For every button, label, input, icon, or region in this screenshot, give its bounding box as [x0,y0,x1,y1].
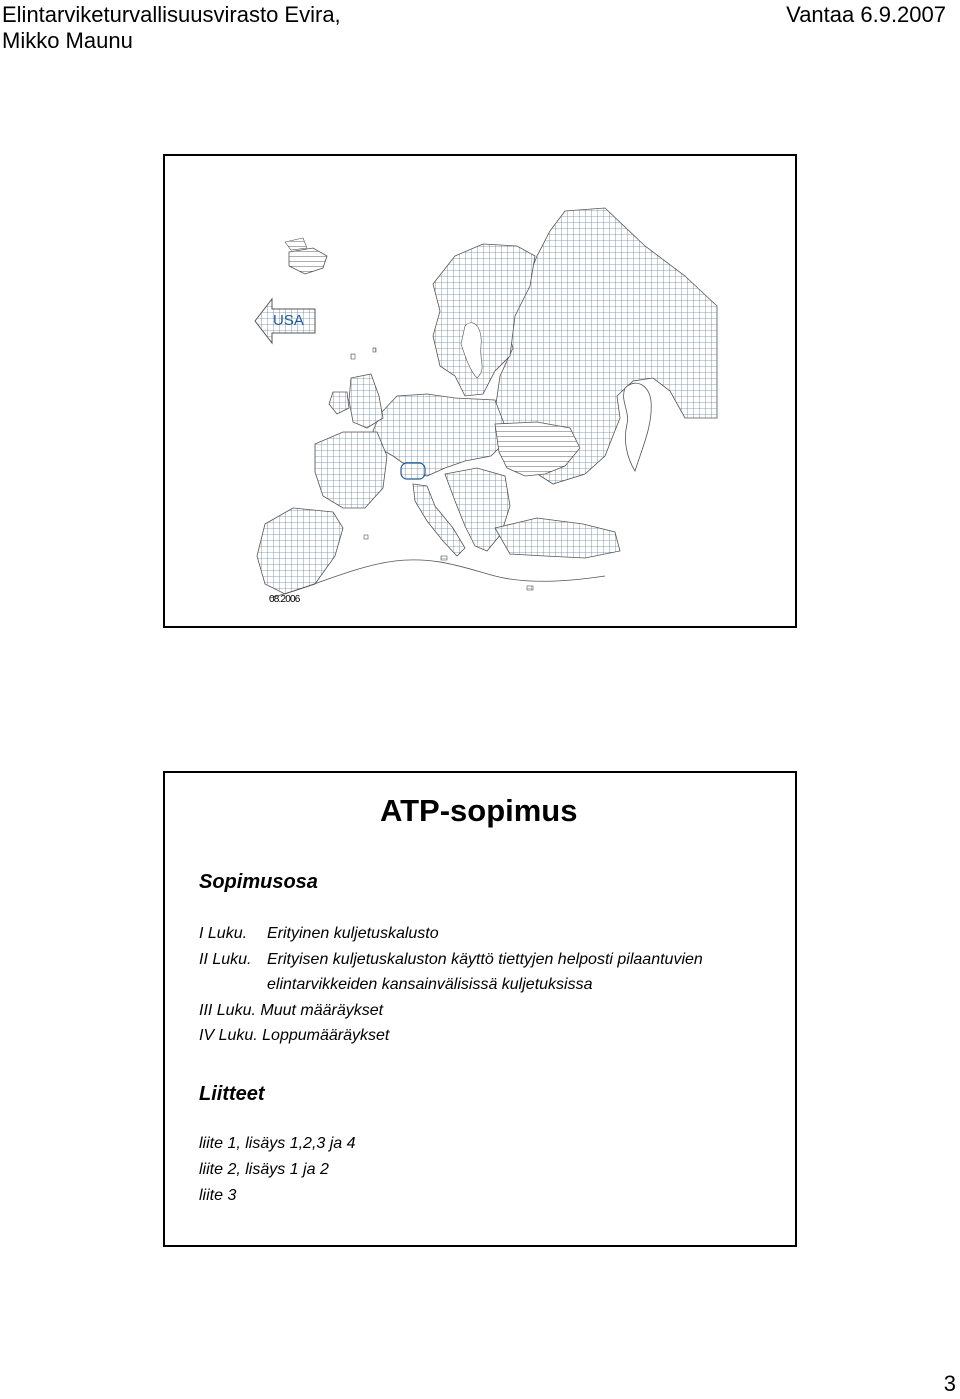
chapter-line [199,951,703,969]
annex-line: liite 3 [199,1187,237,1204]
caspian-sea [624,383,652,471]
ireland-region [329,392,349,414]
header-author: Mikko Maunu [2,28,133,53]
turkey-region [495,518,620,558]
great-britain-region [349,374,383,428]
annex-heading: Liitteet [199,1083,265,1105]
greenland-fragment [285,238,307,250]
chapter-text: Loppumääräykset [262,1027,390,1044]
island [527,586,533,590]
chapter-line-continuation: elintarvikkeiden kansainvälisissä kuljetuksissa [267,976,593,993]
header-organization: Elintarviketurvallisuusvirasto Evira, [2,2,341,27]
island [373,348,376,352]
usa-arrow-label: USA [273,312,304,329]
chapter-line [199,1027,389,1045]
map-slide [163,154,797,628]
iberia-region [257,508,343,594]
europe-map [165,156,795,626]
contents-slide [163,771,797,1247]
chapter-text: Muut määräykset [260,1002,384,1019]
island [351,354,355,359]
map-date-stamp: 08.2006 [269,594,300,605]
iceland-region [289,248,327,274]
chapter-line [199,925,439,943]
page-number: 3 [943,1371,956,1396]
slide-title: ATP-sopimus [380,793,578,828]
annex-line: liite 1, lisäys 1,2,3 ja 4 [199,1135,356,1152]
chapter-number: I Luku. [199,925,248,942]
chapter-number: III Luku. [199,1002,256,1019]
chapter-text: Erityisen kuljetuskaluston käyttö tiettyjen helposti pilaantuvien [267,951,703,968]
header-date: Vantaa 6.9.2007 [786,2,946,27]
switzerland-region [401,463,425,479]
chapter-text: Erityinen kuljetuskalusto [267,925,439,942]
slide-subtitle: Sopimusosa [199,871,318,893]
france-region [315,432,387,508]
island [364,535,368,539]
chapter-line [199,1002,383,1020]
island [441,556,447,560]
central-europe-region [373,394,505,476]
annex-line: liite 2, lisäys 1 ja 2 [199,1161,329,1178]
chapter-number: IV Luku. [199,1027,258,1044]
chapter-number: II Luku. [199,951,252,968]
